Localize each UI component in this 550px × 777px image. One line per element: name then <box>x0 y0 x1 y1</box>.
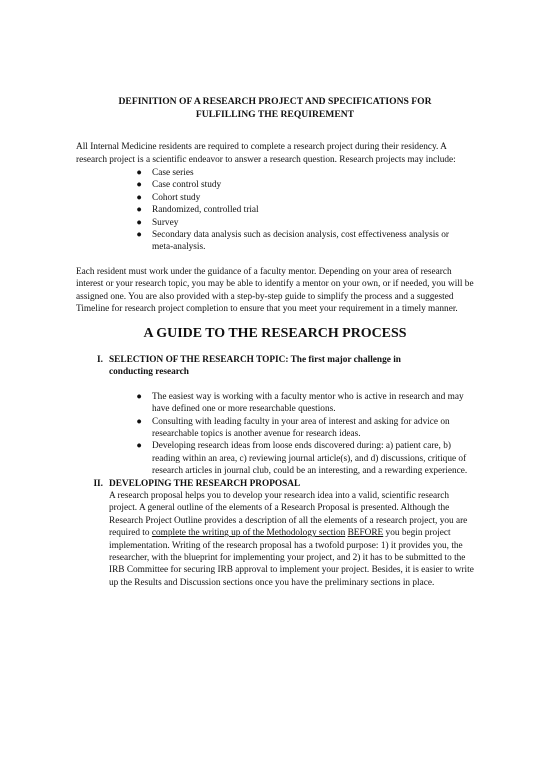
list-item-text: Developing research ideas from loose ends discovered during: a) patient care, b) reading within an area, c) reviewing journal article(s), and d) discussions, critique of research articles in journal club, could be an interesting, and a rewarding experience. <box>152 441 468 477</box>
section-title: DEVELOPING THE RESEARCH PROPOSAL <box>109 478 301 489</box>
section-number: I. <box>97 354 103 365</box>
page-title-line-2: FULFILLING THE REQUIREMENT <box>195 108 355 120</box>
section-research-proposal <box>76 478 474 590</box>
mentor-paragraph: Each resident must work under the guidance of a faculty mentor. Depending on your area of research interest or your research topic, you may be able to identify a mentor on your own, or if needed, you will be assigned one. You are also provided with a step-by-step guide to simplify the process and a suggested Timeline for research project completion to ensure that you meet your requirement in a timely manner. <box>76 266 474 315</box>
list-item-text: Randomized, controlled trial <box>152 205 259 216</box>
bullet-icon: ● <box>136 416 142 427</box>
section-number: II. <box>93 478 103 489</box>
underlined-text: BEFORE <box>347 528 384 539</box>
bullet-icon: ● <box>136 180 142 191</box>
list-item-text: Survey <box>152 217 179 228</box>
bullet-icon: ● <box>136 391 142 402</box>
bullet-icon: ● <box>136 192 142 203</box>
bullet-icon: ● <box>136 168 142 178</box>
section-topic-selection <box>76 354 474 478</box>
list-item <box>134 217 474 229</box>
list-item <box>134 229 474 254</box>
list-item <box>134 204 474 216</box>
page-title <box>76 96 474 121</box>
list-item-text: Case control study <box>152 180 222 191</box>
list-item <box>134 167 474 179</box>
list-item <box>134 416 474 441</box>
section-title: SELECTION OF THE RESEARCH TOPIC: The first major challenge in conducting research <box>109 354 401 378</box>
list-item <box>134 179 474 191</box>
bullet-icon: ● <box>136 230 142 241</box>
list-item <box>134 440 474 477</box>
body-text: you begin project implementation. Writing of the research proposal has a twofold purpose: 1) it provides you, the researcher, with the blueprint for implementing your project, and 2) it has to be submitted to the IRB Committee for securing IRB approval to implement your project. Besides, it is easier to write up the Results and Discussion sections once you have the preliminary sections in place. <box>109 528 474 588</box>
topic-tips-list <box>109 391 474 478</box>
page-title-line-1: DEFINITION OF A RESEARCH PROJECT AND SPECIFICATIONS FOR <box>118 96 432 107</box>
body-text: A research proposal helps you to develop your research idea into a valid, scientific research project. A general outline of the elements of a Research Proposal is presented. Although the Research Project Outline provides a description of all the elements of a research project, you are required to <box>109 490 468 539</box>
guide-heading: A GUIDE TO THE RESEARCH PROCESS <box>143 326 407 342</box>
list-item-text: Secondary data analysis such as decision analysis, cost effectiveness analysis or meta-analysis. <box>152 230 449 253</box>
intro-paragraph: All Internal Medicine residents are required to complete a research project during their residency. A research project is a scientific endeavor to answer a research question. Research projects may include: <box>76 142 456 165</box>
list-item <box>134 192 474 204</box>
project-type-list <box>76 167 474 254</box>
list-item <box>134 391 474 416</box>
list-item-text: Cohort study <box>152 192 201 203</box>
list-item-text: Consulting with leading faculty in your area of interest and asking for advice on researchable topics is another avenue for research ideas. <box>152 416 450 439</box>
section-body <box>109 490 474 589</box>
list-item-text: Case series <box>152 168 194 178</box>
list-item-text: The easiest way is working with a faculty mentor who is active in research and may have defined one or more researchable questions. <box>152 391 464 415</box>
bullet-icon: ● <box>136 217 142 228</box>
underlined-text: complete the writing up of the Methodology section <box>151 528 346 539</box>
bullet-icon: ● <box>136 441 142 452</box>
bullet-icon: ● <box>136 205 142 216</box>
